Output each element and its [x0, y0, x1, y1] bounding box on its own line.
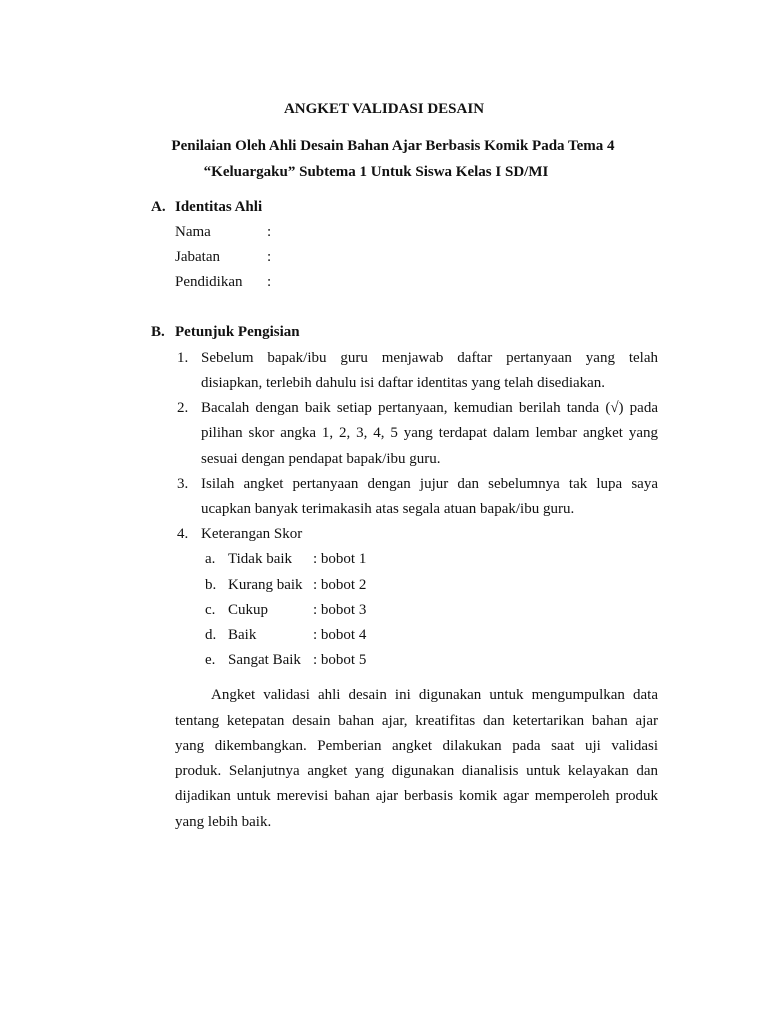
- field-label-pendidikan: Pendidikan: [175, 274, 243, 290]
- score-bobot: : bobot 5: [313, 652, 367, 668]
- score-letter: b.: [205, 577, 217, 593]
- field-colon-pendidikan: :: [267, 274, 272, 290]
- score-label: Tidak baik: [228, 551, 293, 567]
- document-subtitle-line1: Penilaian Oleh Ahli Desain Bahan Ajar Berbasis Komik Pada Tema 4: [171, 138, 615, 154]
- instruction-line: sesuai dengan pendapat bapak/ibu guru.: [201, 451, 441, 467]
- instruction-line: Keterangan Skor: [201, 526, 303, 542]
- instruction-line: Bacalah dengan baik setiap pertanyaan, kemudian berilah tanda (√) pada: [201, 400, 658, 416]
- closing-paragraph-line: yang lebih baik.: [175, 814, 272, 830]
- field-label-nama: Nama: [175, 224, 211, 240]
- score-label: Cukup: [228, 602, 269, 618]
- instruction-line: ucapkan banyak terimakasih atas segala atuan bapak/ibu guru.: [201, 501, 575, 517]
- score-bobot: : bobot 1: [313, 551, 367, 567]
- score-bobot: : bobot 3: [313, 602, 367, 618]
- closing-paragraph-line: dijadikan untuk merevisi bahan ajar berbasis komik agar memperoleh produk: [175, 788, 658, 804]
- score-letter: d.: [205, 627, 217, 643]
- score-letter: e.: [205, 652, 216, 668]
- score-letter: a.: [205, 551, 216, 567]
- instruction-line: disiapkan, terlebih dahulu isi daftar identitas yang telah disediakan.: [201, 375, 606, 391]
- section-b-title: Petunjuk Pengisian: [175, 324, 300, 340]
- section-a-heading: [151, 199, 262, 216]
- instruction-number: 1.: [177, 350, 189, 366]
- instruction-line: pilihan skor angka 1, 2, 3, 4, 5 yang terdapat dalam lembar angket yang: [201, 425, 658, 441]
- document-title: ANGKET VALIDASI DESAIN: [283, 101, 485, 117]
- section-b-heading: [151, 324, 300, 341]
- score-letter: c.: [205, 602, 216, 618]
- field-colon-nama: :: [267, 224, 272, 240]
- score-label: Kurang baik: [228, 577, 303, 593]
- closing-paragraph-line: tentang ketepatan desain bahan ajar, kreatifitas dan ketertarikan bahan ajar: [175, 713, 658, 729]
- closing-paragraph-line: yang dikembangkan. Pemberian angket dilakukan pada saat uji validasi: [175, 738, 658, 754]
- instruction-number: 3.: [177, 476, 189, 492]
- instruction-line: Sebelum bapak/ibu guru menjawab daftar pertanyaan yang telah: [201, 350, 658, 366]
- section-a-title: Identitas Ahli: [175, 199, 263, 215]
- field-colon-jabatan: :: [267, 249, 272, 265]
- closing-paragraph-line: Angket validasi ahli desain ini digunakan untuk mengumpulkan data: [211, 687, 658, 703]
- field-label-jabatan: Jabatan: [175, 249, 220, 265]
- instruction-number: 4.: [177, 526, 189, 542]
- document-subtitle-line2: “Keluargaku” Subtema 1 Untuk Siswa Kelas I SD/MI: [203, 164, 549, 180]
- instruction-line: Isilah angket pertanyaan dengan jujur dan sebelumnya tak lupa saya: [201, 476, 658, 492]
- score-label: Baik: [228, 627, 257, 643]
- section-b-letter: B.: [151, 324, 165, 340]
- section-a-letter: A.: [151, 199, 166, 215]
- closing-paragraph-line: produk. Selanjutnya angket yang digunakan dianalisis untuk kelayakan dan: [175, 763, 658, 779]
- score-bobot: : bobot 4: [313, 627, 367, 643]
- instruction-number: 2.: [177, 400, 189, 416]
- score-bobot: : bobot 2: [313, 577, 367, 593]
- score-label: Sangat Baik: [228, 652, 301, 668]
